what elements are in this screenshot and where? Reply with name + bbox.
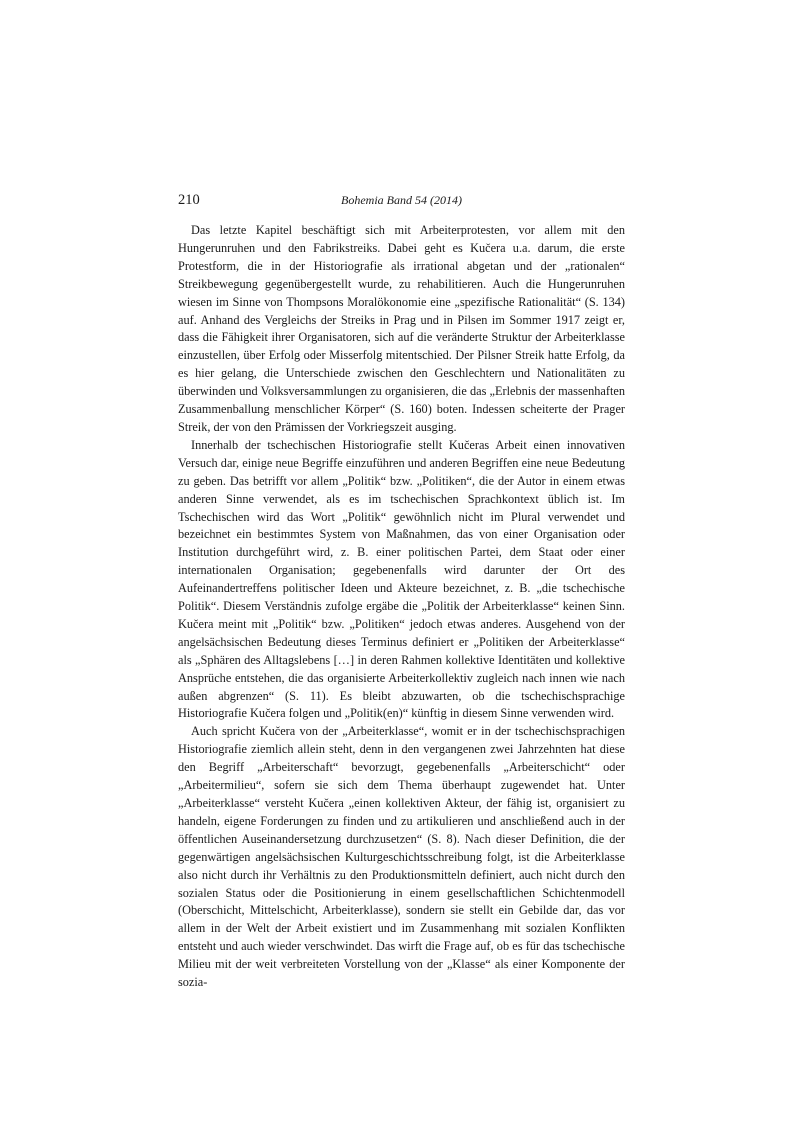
paragraph: Innerhalb der tschechischen Historiografie stellt Kučeras Arbeit einen innovativen Versuch dar, einige neue Begriffe einzuführen und anderen Begriffen eine neue Bedeutung zu geben. Das betrifft vor allem „Politik“ bzw. „Politiken“, die der Autor in einem etwas anderen Sinne verwendet, als es im tschechischen Sprachkontext üblich ist. Im Tschechischen wird das Wort „Politik“ gewöhnlich nicht im Plural verwendet und bezeichnet ein bestimmtes System von Maßnahmen, das von einer Organisation oder Institution durchgeführt wird, z. B. einer politischen Partei, dem Staat oder einer internationalen Organisation; gegebenenfalls wird darunter der Ort des Aufeinandertreffens politischer Ideen und Akteure bezeichnet, z. B. „die tschechische Politik“. Diesem Verständnis zufolge ergäbe die „Politik der Arbeiterklasse“ keinen Sinn. Kučera meint mit „Politik“ bzw. „Politiken“ jedoch etwas anderes. Ausgehend von der angelsächsischen Bedeutung dieses Terminus definiert er „Politiken der Arbeiterklasse“ als „Sphären des Alltagslebens […] in deren Rahmen kollektive Identitäten und kollektive Ansprüche entstehen, die das organisierte Arbeiterkollektiv zugleich nach innen wie nach außen abgrenzen“ (S. 11). Es bleibt abzuwarten, ob die tschechischsprachige Historiografie Kučera folgen und „Politik(en)“ künftig in diesem Sinne verwenden wird.	[178, 437, 625, 721]
paragraph: Das letzte Kapitel beschäftigt sich mit Arbeiterprotesten, vor allem mit den Hungerunruhen und den Fabrikstreiks. Dabei geht es Kučera u.a. darum, die erste Protestform, die in der Historiografie als irrational abgetan und der „rationalen“ Streikbewegung gegenübergestellt wurde, zu rehabilitieren. Auch die Hungerunruhen wiesen im Sinne von Thompsons Moralökonomie eine „spezifische Rationalität“ (S. 134) auf. Anhand des Vergleichs der Streiks in Prag und in Pilsen im Sommer 1917 zeigt er, dass die Fähigkeit ihrer Organisatoren, sich auf die veränderte Struktur der Arbeiterklasse einzustellen, über Erfolg oder Misserfolg mitentschied. Der Pilsner Streik hatte Erfolg, da es hier gelang, die Unterschiede zwischen den Geschlechtern und Nationalitäten zu überwinden und Volksversammlungen zu organisieren, die das „Erlebnis der massenhaften Zusammenballung menschlicher Körper“ (S. 160) boten. Indessen scheiterte der Prager Streik, der von den Prämissen der Vorkriegszeit ausging.	[178, 223, 625, 434]
body-text	[178, 222, 625, 992]
page-header	[178, 190, 625, 210]
running-head: Bohemia Band 54 (2014)	[341, 193, 462, 207]
page-number: 210	[178, 192, 200, 208]
paragraph: Auch spricht Kučera von der „Arbeiterklasse“, womit er in der tschechischsprachigen Historiografie ziemlich allein steht, denn in den vergangenen zwei Jahrzehnten hat diese den Begriff „Arbeiterschaft“ bevorzugt, gegebenenfalls „Arbeiterschicht“ oder „Arbeitermilieu“, sofern sie sich dem Thema überhaupt zugewendet hat. Unter „Arbeiterklasse“ versteht Kučera „einen kollektiven Akteur, der fähig ist, organisiert zu handeln, eigene Forderungen zu finden und zu artikulieren und anschließend auch in der öffentlichen Auseinandersetzung durchzusetzen“ (S. 8). Nach dieser Definition, die der gegenwärtigen angelsächsischen Kulturgeschichtsschreibung folgt, ist die Arbeiterklasse also nicht durch ihr Verhältnis zu den Produktionsmitteln definiert, auch nicht durch den sozialen Status oder die Positionierung in einem gesellschaftlichen Schichtenmodell (Oberschicht, Mittelschicht, Arbeiterklasse), sondern sie stellt ein Gebilde dar, das vor allem in der Welt der Arbeit existiert und im Zusammenhang mit sozialen Konflikten entsteht und auch wieder verschwindet. Das wirft die Frage auf, ob es für das tschechische Milieu mit der weit verbreiteten Vorstellung von der „Klasse“ als einer Komponente der sozia-	[178, 724, 625, 990]
